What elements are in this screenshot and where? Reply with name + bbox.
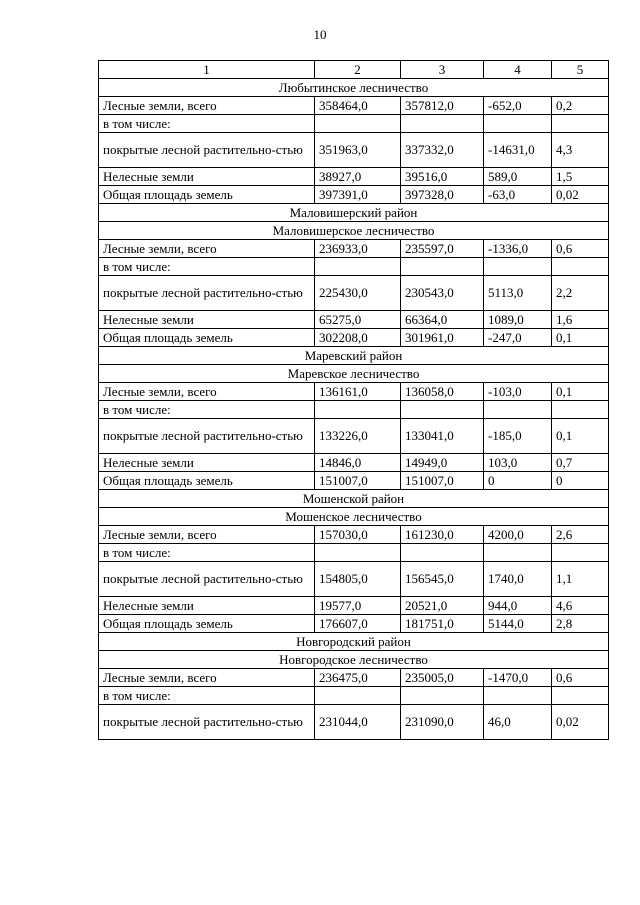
- value-cell: 589,0: [484, 168, 552, 186]
- value-cell: 0: [484, 472, 552, 490]
- value-cell: 230543,0: [401, 276, 484, 311]
- value-cell: 302208,0: [315, 329, 401, 347]
- value-cell: 161230,0: [401, 526, 484, 544]
- section-title: Маловишерское лесничество: [99, 222, 609, 240]
- value-cell: 1,6: [552, 311, 609, 329]
- row-label: Общая площадь земель: [99, 329, 315, 347]
- value-cell: 0,1: [552, 383, 609, 401]
- column-header: 5: [552, 61, 609, 79]
- value-cell: 4,6: [552, 597, 609, 615]
- table-row: [99, 669, 609, 687]
- row-label: Нелесные земли: [99, 168, 315, 186]
- row-label: в том числе:: [99, 401, 315, 419]
- value-cell: 154805,0: [315, 562, 401, 597]
- value-cell: -185,0: [484, 419, 552, 454]
- value-cell: 39516,0: [401, 168, 484, 186]
- row-label: Общая площадь земель: [99, 472, 315, 490]
- value-cell: 351963,0: [315, 133, 401, 168]
- value-cell: 1,5: [552, 168, 609, 186]
- section-title: Любытинское лесничество: [99, 79, 609, 97]
- value-cell: [315, 687, 401, 705]
- value-cell: 1740,0: [484, 562, 552, 597]
- row-label: Нелесные земли: [99, 454, 315, 472]
- value-cell: [484, 258, 552, 276]
- table-row: [99, 562, 609, 597]
- value-cell: 151007,0: [401, 472, 484, 490]
- value-cell: [552, 115, 609, 133]
- value-cell: 103,0: [484, 454, 552, 472]
- value-cell: 944,0: [484, 597, 552, 615]
- value-cell: 0,1: [552, 419, 609, 454]
- value-cell: 231090,0: [401, 705, 484, 740]
- value-cell: -103,0: [484, 383, 552, 401]
- table-row: [99, 705, 609, 740]
- table-row: [99, 526, 609, 544]
- value-cell: 0,6: [552, 240, 609, 258]
- column-header: 2: [315, 61, 401, 79]
- section-title: Новгородский район: [99, 633, 609, 651]
- table-row: [99, 383, 609, 401]
- value-cell: 5144,0: [484, 615, 552, 633]
- forest-land-table: [98, 60, 609, 740]
- row-label: Общая площадь земель: [99, 186, 315, 204]
- value-cell: 231044,0: [315, 705, 401, 740]
- value-cell: 136161,0: [315, 383, 401, 401]
- value-cell: 235005,0: [401, 669, 484, 687]
- value-cell: 133041,0: [401, 419, 484, 454]
- value-cell: [484, 115, 552, 133]
- row-label: Лесные земли, всего: [99, 526, 315, 544]
- table-row: [99, 454, 609, 472]
- value-cell: [552, 687, 609, 705]
- value-cell: [401, 687, 484, 705]
- row-label: покрытые лесной растительно-стью: [99, 276, 315, 311]
- table-row: [99, 615, 609, 633]
- value-cell: [552, 258, 609, 276]
- row-label: Лесные земли, всего: [99, 669, 315, 687]
- value-cell: [401, 258, 484, 276]
- value-cell: [315, 401, 401, 419]
- section-row: [99, 222, 609, 240]
- table-row: [99, 329, 609, 347]
- section-title: Маревское лесничество: [99, 365, 609, 383]
- value-cell: -247,0: [484, 329, 552, 347]
- value-cell: 358464,0: [315, 97, 401, 115]
- column-header: 3: [401, 61, 484, 79]
- table-header-row: [99, 61, 609, 79]
- value-cell: 157030,0: [315, 526, 401, 544]
- value-cell: 2,2: [552, 276, 609, 311]
- value-cell: 235597,0: [401, 240, 484, 258]
- table-row: [99, 115, 609, 133]
- table-row: [99, 597, 609, 615]
- table-row: [99, 544, 609, 562]
- section-row: [99, 204, 609, 222]
- table-row: [99, 401, 609, 419]
- row-label: покрытые лесной растительно-стью: [99, 705, 315, 740]
- table-row: [99, 311, 609, 329]
- row-label: покрытые лесной растительно-стью: [99, 562, 315, 597]
- value-cell: 236475,0: [315, 669, 401, 687]
- value-cell: 0,1: [552, 329, 609, 347]
- value-cell: -1336,0: [484, 240, 552, 258]
- row-label: Нелесные земли: [99, 311, 315, 329]
- value-cell: -652,0: [484, 97, 552, 115]
- table-row: [99, 240, 609, 258]
- value-cell: 4,3: [552, 133, 609, 168]
- row-label: покрытые лесной растительно-стью: [99, 419, 315, 454]
- row-label: в том числе:: [99, 258, 315, 276]
- value-cell: 181751,0: [401, 615, 484, 633]
- value-cell: 14949,0: [401, 454, 484, 472]
- row-label: Нелесные земли: [99, 597, 315, 615]
- section-title: Маловишерский район: [99, 204, 609, 222]
- value-cell: 397391,0: [315, 186, 401, 204]
- value-cell: 151007,0: [315, 472, 401, 490]
- value-cell: 38927,0: [315, 168, 401, 186]
- value-cell: 20521,0: [401, 597, 484, 615]
- section-row: [99, 79, 609, 97]
- column-header: 1: [99, 61, 315, 79]
- table-row: [99, 419, 609, 454]
- column-header: 4: [484, 61, 552, 79]
- table-row: [99, 258, 609, 276]
- table-row: [99, 97, 609, 115]
- value-cell: 0,6: [552, 669, 609, 687]
- value-cell: 0,2: [552, 97, 609, 115]
- section-row: [99, 347, 609, 365]
- value-cell: 65275,0: [315, 311, 401, 329]
- row-label: Лесные земли, всего: [99, 383, 315, 401]
- value-cell: 14846,0: [315, 454, 401, 472]
- value-cell: [315, 258, 401, 276]
- row-label: покрытые лесной растительно-стью: [99, 133, 315, 168]
- value-cell: [484, 544, 552, 562]
- row-label: Общая площадь земель: [99, 615, 315, 633]
- value-cell: 225430,0: [315, 276, 401, 311]
- value-cell: 1089,0: [484, 311, 552, 329]
- table-row: [99, 472, 609, 490]
- value-cell: 4200,0: [484, 526, 552, 544]
- section-row: [99, 651, 609, 669]
- value-cell: 136058,0: [401, 383, 484, 401]
- value-cell: [401, 401, 484, 419]
- value-cell: [401, 115, 484, 133]
- value-cell: 236933,0: [315, 240, 401, 258]
- value-cell: 0,02: [552, 186, 609, 204]
- value-cell: [484, 401, 552, 419]
- table-row: [99, 687, 609, 705]
- section-row: [99, 508, 609, 526]
- value-cell: 0,02: [552, 705, 609, 740]
- value-cell: [552, 544, 609, 562]
- table-row: [99, 276, 609, 311]
- section-row: [99, 365, 609, 383]
- value-cell: 176607,0: [315, 615, 401, 633]
- page-number: 10: [313, 27, 327, 42]
- value-cell: 2,6: [552, 526, 609, 544]
- value-cell: 133226,0: [315, 419, 401, 454]
- value-cell: 337332,0: [401, 133, 484, 168]
- value-cell: 301961,0: [401, 329, 484, 347]
- value-cell: 156545,0: [401, 562, 484, 597]
- value-cell: [315, 544, 401, 562]
- value-cell: 0,7: [552, 454, 609, 472]
- table-row: [99, 168, 609, 186]
- section-title: Маревский район: [99, 347, 609, 365]
- value-cell: [401, 544, 484, 562]
- table-row: [99, 186, 609, 204]
- value-cell: -1470,0: [484, 669, 552, 687]
- value-cell: 2,8: [552, 615, 609, 633]
- section-title: Мошенское лесничество: [99, 508, 609, 526]
- value-cell: 19577,0: [315, 597, 401, 615]
- section-row: [99, 633, 609, 651]
- value-cell: 0: [552, 472, 609, 490]
- value-cell: [484, 687, 552, 705]
- section-row: [99, 490, 609, 508]
- value-cell: 66364,0: [401, 311, 484, 329]
- value-cell: 397328,0: [401, 186, 484, 204]
- value-cell: 46,0: [484, 705, 552, 740]
- row-label: в том числе:: [99, 544, 315, 562]
- row-label: в том числе:: [99, 687, 315, 705]
- value-cell: 357812,0: [401, 97, 484, 115]
- value-cell: -14631,0: [484, 133, 552, 168]
- value-cell: [552, 401, 609, 419]
- value-cell: [315, 115, 401, 133]
- value-cell: -63,0: [484, 186, 552, 204]
- value-cell: 1,1: [552, 562, 609, 597]
- table-row: [99, 133, 609, 168]
- value-cell: 5113,0: [484, 276, 552, 311]
- section-title: Мошенской район: [99, 490, 609, 508]
- row-label: Лесные земли, всего: [99, 97, 315, 115]
- section-title: Новгородское лесничество: [99, 651, 609, 669]
- row-label: в том числе:: [99, 115, 315, 133]
- row-label: Лесные земли, всего: [99, 240, 315, 258]
